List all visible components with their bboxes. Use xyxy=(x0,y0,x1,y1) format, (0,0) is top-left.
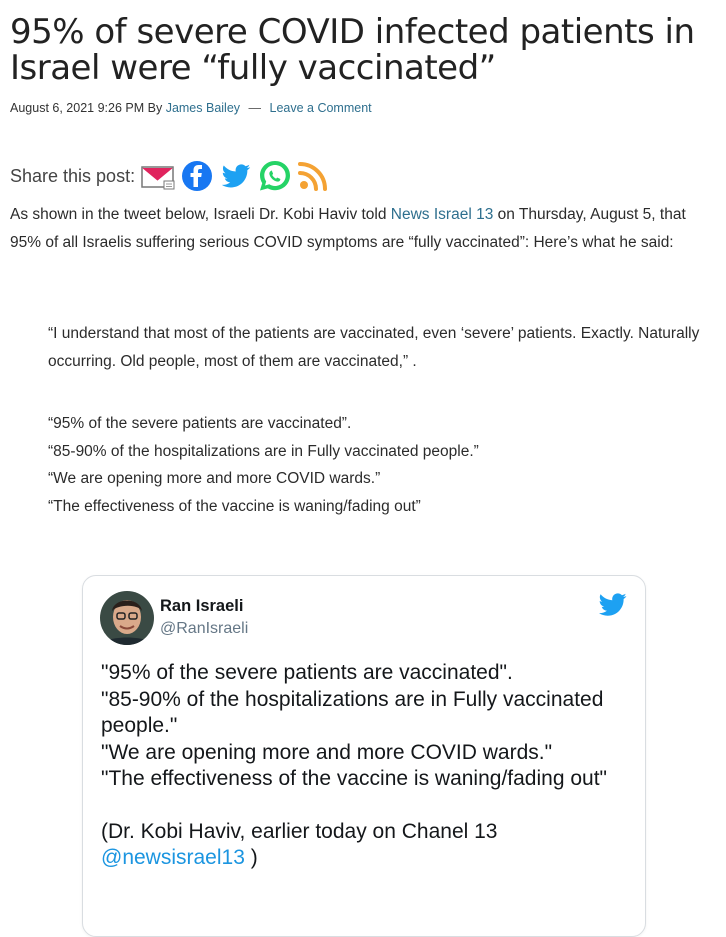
twitter-icon[interactable] xyxy=(218,159,254,193)
tweet-author-handle[interactable]: @RanIsraeli xyxy=(160,620,249,637)
tweet-line: "85-90% of the hospitalizations are in Fully vaccinated people." xyxy=(101,687,604,737)
author-link[interactable]: James Bailey xyxy=(165,101,241,115)
meta-separator: — xyxy=(248,101,262,115)
intro-text-start: As shown in the tweet below, Israeli Dr. Kobi Haviv told xyxy=(10,206,391,223)
leave-comment-link[interactable]: Leave a Comment xyxy=(269,101,372,115)
tweet-line: "95% of the severe patients are vaccinated". xyxy=(101,661,513,684)
quote-line: “We are opening more and more COVID wards.” xyxy=(48,470,381,487)
tweet-line: "We are opening more and more COVID wards." xyxy=(101,740,553,764)
avatar[interactable] xyxy=(100,591,154,645)
post-meta xyxy=(10,101,372,115)
news-israel-link[interactable]: News Israel 13 xyxy=(390,206,494,223)
quote-line: “95% of the severe patients are vaccinated”. xyxy=(48,415,352,432)
tweet-mention-line xyxy=(101,845,631,872)
facebook-icon[interactable] xyxy=(179,159,215,193)
whatsapp-icon[interactable] xyxy=(257,159,293,193)
doctor-quote: “I understand that most of the patients are vaccinated, even ‘severe’ patients. Exactly. Naturally occurring. Old people, most of them are vaccinated,” . xyxy=(48,325,700,370)
post-date: August 6, 2021 9:26 PM xyxy=(10,101,145,115)
quote-line: “The effectiveness of the vaccine is waning/fading out” xyxy=(48,497,421,515)
intro-text-end: on Thursday, August 5, that 95% of all Israelis suffering serious COVID symptoms are “fully vaccinated”: Here’s what he said: xyxy=(10,206,686,251)
rss-icon[interactable] xyxy=(296,159,332,193)
quote-line: “85-90% of the hospitalizations are in Fully vaccinated people.” xyxy=(48,442,479,460)
tweet-spacer xyxy=(101,793,631,819)
tweet-body xyxy=(101,660,631,872)
tweet-line: "The effectiveness of the vaccine is waning/fading out" xyxy=(101,767,607,790)
quote-list xyxy=(48,410,708,520)
article-title: 95% of severe COVID infected patients in Israel were “fully vaccinated” xyxy=(10,12,695,88)
tweet-mention-link[interactable]: @newsisrael13 xyxy=(101,846,245,869)
by-label: By xyxy=(147,101,163,115)
twitter-bird-icon[interactable] xyxy=(599,593,627,617)
intro-paragraph xyxy=(10,201,716,256)
share-label: Share this post: xyxy=(10,165,136,186)
tweet-author-name[interactable]: Ran Israeli xyxy=(160,597,244,615)
tweet-attribution: (Dr. Kobi Haviv, earlier today on Chanel 13 xyxy=(101,819,498,843)
share-bar xyxy=(10,158,332,194)
embedded-tweet[interactable] xyxy=(82,575,646,937)
tweet-attribution-end: ) xyxy=(244,846,258,869)
email-icon[interactable] xyxy=(140,159,176,193)
